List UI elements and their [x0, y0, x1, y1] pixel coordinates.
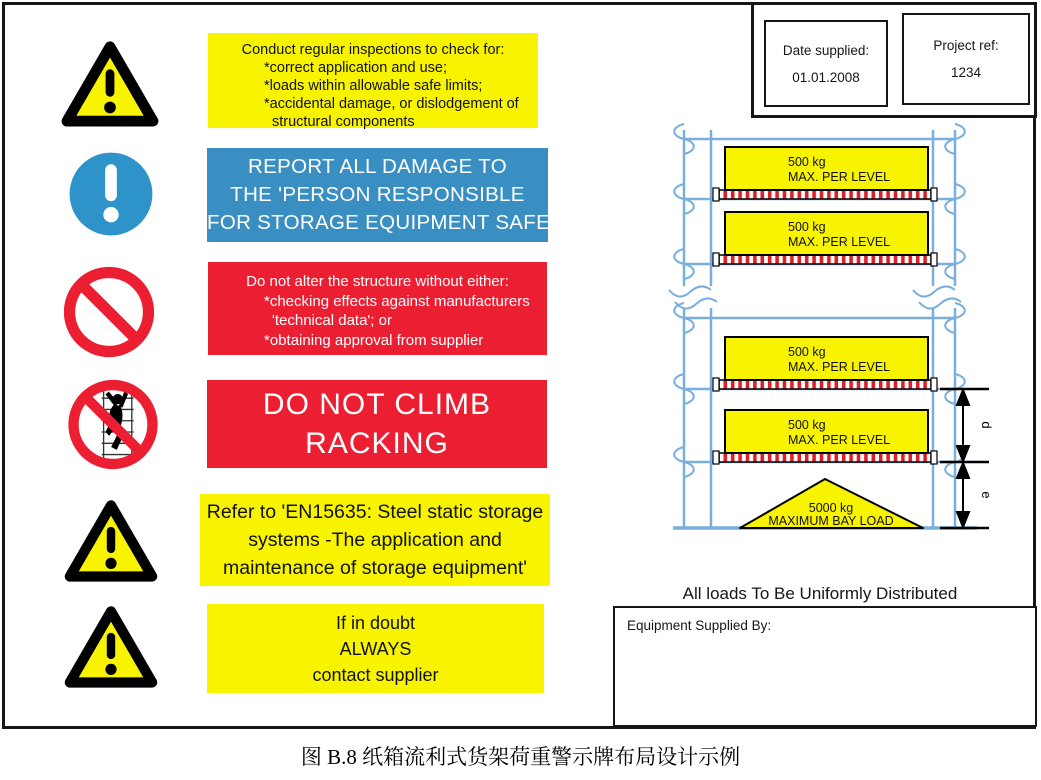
- message-line: If in doubt: [335, 612, 416, 633]
- equipment-supplied-label: Equipment Supplied By:: [627, 618, 772, 633]
- message-line: FOR STORAGE EQUIPMENT SAFETY': [207, 211, 582, 234]
- message-line: maintenance of storage equipment': [222, 557, 527, 579]
- message-line: DO NOT CLIMB: [262, 388, 492, 421]
- message-line: *correct application and use;: [264, 60, 447, 76]
- project-ref-value: 1234: [950, 65, 982, 80]
- dimension-arrows: [957, 390, 969, 527]
- refer-standard-message-box: [200, 494, 550, 586]
- level-load-value: 500 kg: [788, 345, 826, 359]
- date-supplied-box: [764, 20, 888, 107]
- message-line: RACKING: [305, 427, 449, 460]
- dimension-label-e: e: [979, 491, 994, 499]
- project-ref-box: [902, 13, 1030, 105]
- dimension-label-d: d: [979, 421, 994, 429]
- bay-load-caption: MAXIMUM BAY LOAD: [768, 514, 894, 528]
- do-not-climb-message-box: [207, 380, 547, 468]
- message-line: THE 'PERSON RESPONSIBLE: [230, 183, 525, 206]
- message-line: *loads within allowable safe limits;: [264, 78, 483, 94]
- equipment-supplied-box: [613, 606, 1037, 727]
- message-line: 'technical data'; or: [272, 312, 392, 329]
- message-line: Do not alter the structure without either:: [246, 273, 509, 290]
- rack-load-diagram: [655, 118, 1041, 543]
- bay-load-sign: [740, 479, 923, 528]
- date-supplied-label: Date supplied:: [782, 42, 870, 58]
- figure-caption: 图 B.8 纸箱流利式货架荷重警示牌布局设计示例: [300, 745, 741, 769]
- warning-triangle-icon: [63, 603, 159, 689]
- message-line: contact supplier: [312, 664, 439, 685]
- message-line: REPORT ALL DAMAGE TO: [248, 155, 507, 178]
- level-load-caption: MAX. PER LEVEL: [788, 235, 891, 249]
- message-line: *obtaining approval from supplier: [264, 331, 484, 349]
- report-damage-message-box: [207, 148, 582, 242]
- message-line: *checking effects against manufacturers: [264, 292, 530, 310]
- message-line: *accidental damage, or dislodgement of: [264, 96, 519, 112]
- warning-triangle-icon: [60, 38, 160, 128]
- project-ref-label: Project ref:: [933, 38, 999, 53]
- message-line: Conduct regular inspections to check for:: [241, 42, 505, 58]
- message-line: structural components: [272, 114, 415, 130]
- inspection-message-box: [208, 33, 538, 128]
- rack-level: [713, 212, 937, 266]
- height-break-marks: [669, 286, 961, 308]
- level-load-caption: MAX. PER LEVEL: [788, 433, 891, 447]
- level-load-caption: MAX. PER LEVEL: [788, 360, 891, 374]
- level-load-value: 500 kg: [788, 155, 826, 169]
- rack-level: [713, 147, 937, 201]
- prohibition-icon: [62, 265, 156, 359]
- message-line: systems -The application and: [248, 529, 502, 551]
- rack-level: [713, 337, 937, 391]
- level-load-value: 500 kg: [788, 220, 826, 234]
- rack-level: [713, 410, 937, 464]
- message-line: Refer to 'EN15635: Steel static storage: [206, 501, 544, 523]
- warning-triangle-icon: [63, 497, 159, 583]
- if-in-doubt-message-box: [207, 604, 544, 693]
- date-supplied-value: 01.01.2008: [792, 69, 860, 85]
- do-not-alter-message-box: [208, 262, 547, 355]
- no-climbing-icon: [66, 376, 160, 473]
- uniform-distribution-note: All loads To Be Uniformly Distributed: [682, 584, 958, 603]
- level-load-caption: MAX. PER LEVEL: [788, 170, 891, 184]
- message-line: ALWAYS: [339, 638, 412, 659]
- bay-load-value: 5000 kg: [808, 501, 854, 515]
- mandatory-exclamation-icon: [66, 149, 156, 239]
- level-load-value: 500 kg: [788, 418, 826, 432]
